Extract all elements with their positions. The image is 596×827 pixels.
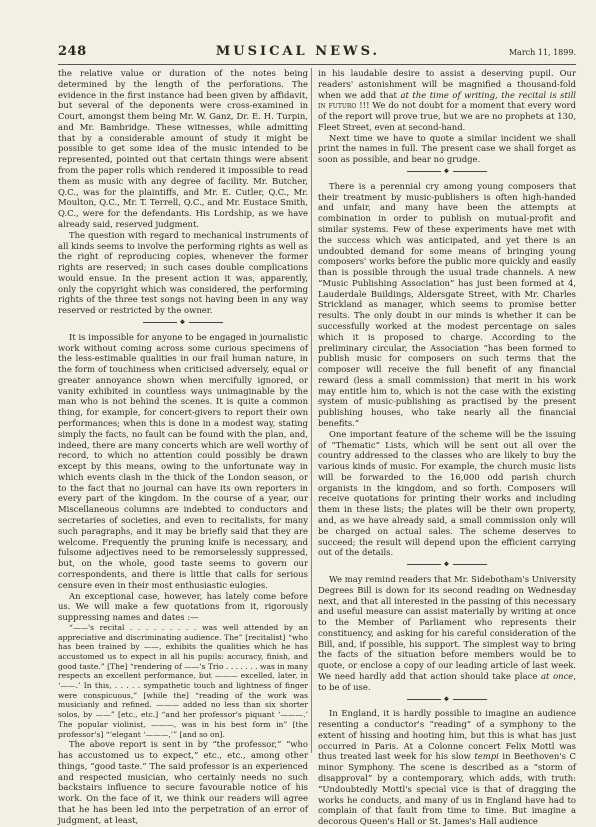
journal-title: MUSICAL NEWS. — [215, 44, 381, 59]
paragraph: An exceptional case, however, has lately come before us. We will make a few quotations from it, rigorously suppressing names and dates :— — [58, 590, 308, 623]
paragraph: It is impossible for anyone to be engaged in journalistic work without coming across some curious specimens of the less-estimable qualities in our frail human nature, in the form of touchiness when criticised adversely, equal or greater annoyance shown when mercifully ignored, or vanity exhibited in countless ways unimaginable by the man who is not behind the scenes. It is quite a common thing, for example, for concert-givers to report their own performances; when this is done in a modest way, stating simply the facts, no fault can be found with the plan, and, indeed, there are many concerts which are well worthy of record, to which no attention could possibly be drawn except by this means, owing to the unfortunate way in which events clash in the thick of the London season, or to the fact that no journal can have its own reporters in every part of the kingdom. In the course of a year, our Miscellaneous columns are indebted to conductors and secretaries of societies, and even to recitalists, for many such paragraphs, and it may be briefly said that they are welcome. Frequently the pruning knife is necessary, and fulsome adjectives need to be remorselessly suppressed, but, on the whole, good taste seems to govern our correspondents, and there is little that calls for serious censure even in their most enthusiastic eulogies. — [58, 331, 308, 590]
paragraph: One important feature of the scheme will be the issuing of “Thematic” Lists, which will be sent out all over the country addressed to the classes who are likely to buy the various kinds of music. For example, the church music lists will be forwarded to the 16,000 odd parish church organists in the kingdom, and so forth. Composers will receive quotations for printing their works and including them in these lists; the plates will be their own property, and, as we have already said, a small commission only will be charged on actual sales. The scheme deserves to succeed; the result will depend upon the efficient carrying out of the details. — [318, 428, 576, 558]
column-divider — [311, 68, 312, 753]
paragraph: Next time we have to quote a similar incident we shall print the names in full. The present case we shall forget as soon as possible, and bear no grudge. — [318, 132, 576, 165]
paragraph: The above report is sent in by “the professor,” “who has accustomed us to expect,” etc., etc., among other things, “good taste.” The said professor is an experienced and respected musician, who certainly needs no such backstairs influence to secure favourable notice of his work. On the face of it, we think our readers will agree that he has been led into the perpetration of an error of judgment, at least, — [58, 739, 308, 825]
paragraph: We may remind readers that Mr. Sidebotham's University Degrees Bill is down for its second reading on Wednesday next, and that all interested in the passing of this necessary and useful measure can assist materially by writing at once to the Member of Parliament who represents their constituency, and asking for his careful consideration of the Bill, and, if possible, his support. The simplest way to bring the facts of the situation before members would be to quote, or enclose a copy of our leading article of last week. We need hardly add that action should take place at once, to be of use. — [318, 573, 576, 692]
left-column — [58, 68, 308, 825]
right-column — [318, 68, 576, 827]
section-separator: ❖ — [318, 167, 576, 178]
paragraph: in his laudable desire to assist a deserving pupil. Our readers' astonishment will be magnified a thousand-fold when we add that at the time of writing, the recital is still in futuro !!! We do not doubt for a moment that every word of the report will prove true, but we are no prophets at 130, Fleet Street, even at second-hand. — [318, 68, 576, 132]
issue-date: March 11, 1899. — [508, 48, 576, 57]
section-separator: ❖ — [318, 695, 576, 706]
quoted-report: “——'s recital . . . . . . . . . was well attended by an appreciative and discriminating audience. The” [recitalist] “who has been trained by ——, exhibits the qualities which he has accustomed us to expect in all his pupils: accuracy, finish, and good taste.” [The] “rendering of ——'s Trio . . . . . . . was in many respects an excellent performance, but ——— excelled, later, in ‘——.’ In this, . . . . . sympathetic touch and lightness of finger were conspicuous,” [while the] “reading of the work was musicianly and refined. ——— added no less than six shorter solos, by ——” [etc., etc.] “and her professor's piquant ‘———.’ The popular violinist, ———, was in his best form in” [the professor's] “‘elegant ‘———,’” [and so on]. — [58, 622, 308, 739]
paragraph: The question with regard to mechanical instruments of all kinds seems to involve the performing rights as well as the right of reproducing copies, whenever the former rights are reserved; in such cases double complications would ensue. In the present action it was, apparently, only the copyright which was considered, the performing rights of the three test songs not having been in any way reserved or restricted by the owner. — [58, 229, 308, 316]
paragraph: the relative value or duration of the notes being determined by the length of the perforations. The evidence in the first instance had been given by affidavit, but several of the deponents were cross-examined in Court, amongst them being Mr. W. Ganz, Dr. E. H. Turpin, and Mr. Bambridge. These witnesses, while admitting that by a considerable amount of study it might be possible to get some idea of the music intended to be represented, pointed out that certain things were absent from the paper rolls which rendered it impossible to read them as music with any degree of facility. Mr. Butcher, Q.C., was for the plaintiffs, and Mr. E. Cutler, Q.C., Mr. Moulton, Q.C., Mr. T. Terrell, Q.C., and Mr. Eustace Smith, Q.C., were for the defendants. His Lordship, as we have already said, reserved judgment. — [58, 68, 308, 229]
paragraph: In England, it is hardly possible to imagine an audience resenting a conductor's “reading” of a symphony to the extent of hissing and hooting him, but this is what has just occurred in Paris. At a Colonne concert Felix Mottl was thus treated last week for his slow tempi in Beethoven's C minor Symphony. The scene is described as a “storm of disapproval” by a contemporary, which adds, with truth: “Undoubtedly Mottl's special vice is that of dragging the works he conducts, and many of us in England have had to complain of that fault from time to time. But imagine a decorous Queen's Hall or St. James's Hall audience — [318, 708, 576, 827]
section-separator: ❖ — [318, 560, 576, 571]
paragraph: There is a perennial cry among young composers that their treatment by music-publishers is often high-handed and unfair, and many have been the attempts at combination in order to publish on mutual-profit and similar systems. Few of these experiments have met with the success which was anticipated, and yet there is an undoubted demand for some means of bringing young composers' works before the public more quickly and easily than is possible through the usual trade channels. A new “Music Publishing Association” has just been formed at 4, Lauderdale Buildings, Aldersgate Street, with Mr. Charles Strickland as manager, which seems to promise better results. The only doubt in our minds is whether it can be successfully worked at the modest percentage on sales which it is proposed to charge. According to the preliminary circular, the Association “has been formed to publish music for composers on such terms that the composer will receive the full benefit of any financial reward (less a small commission) that merit in his work may entitle him to, which is not the case with the existing system of music-publishing as practised by the present publishing houses, who take nearly all the financial benefits.” — [318, 180, 576, 428]
page-header — [0, 0, 596, 62]
section-separator: ❖ — [58, 318, 308, 329]
page-number: 248 — [58, 44, 87, 59]
header-rule — [58, 64, 576, 65]
